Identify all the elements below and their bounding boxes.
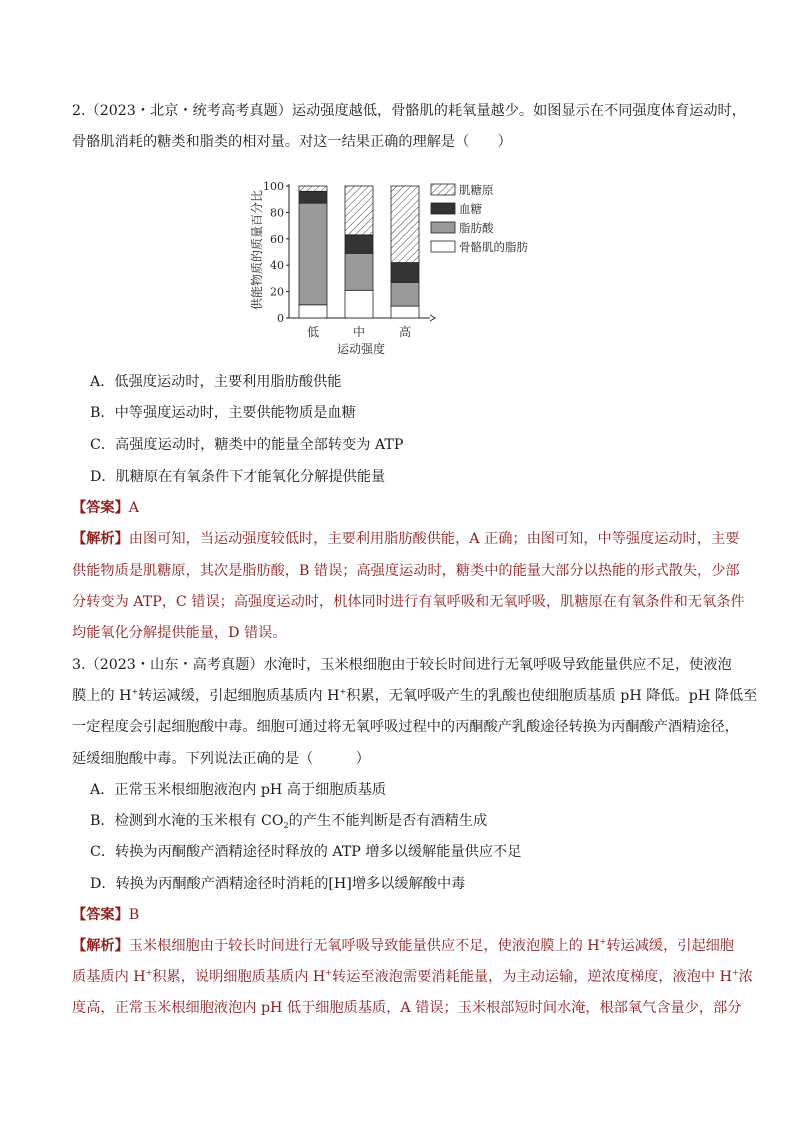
- bar-segment: [345, 290, 373, 318]
- q2-stem-line2: 骨骼肌消耗的糖类和脂类的相对量。对这一结果正确的理解是（ ）: [72, 134, 512, 150]
- superscript-plus: +: [145, 968, 153, 977]
- q2-option-b: B．中等强度运动时，主要供能物质是血糖: [90, 405, 356, 421]
- text-span: 膜上的 H: [72, 688, 132, 704]
- bar-segment: [345, 235, 373, 253]
- q3-option-b: [90, 811, 487, 831]
- analysis-tag: 【解析】: [72, 938, 129, 954]
- bar-segment: [299, 191, 327, 203]
- legend-swatch: [431, 203, 455, 214]
- text-span: B．检测到水淹的玉米根有 CO: [90, 813, 284, 829]
- text-span: 浓: [738, 969, 753, 985]
- x-axis-arrow: [430, 315, 435, 321]
- legend-label: 骨骼肌的脂肪: [459, 240, 528, 254]
- superscript-plus: +: [131, 687, 139, 696]
- chart-ylabel: 供能物质的质量百分比: [250, 189, 264, 311]
- x-tick-label: 低: [306, 325, 320, 339]
- x-tick-label: 高: [398, 325, 412, 339]
- legend-label: 肌糖原: [459, 183, 494, 197]
- bar-segment: [391, 306, 419, 318]
- answer-tag: 【答案】: [72, 500, 129, 516]
- chart-bars: [299, 186, 419, 318]
- q2-analysis-line2: 供能物质是肌糖原，其次是脂肪酸，B 错误；高强度运动时，糖类中的能量大部分以热能的形式散失，少部: [72, 563, 740, 579]
- chart-x-ticks: [307, 324, 411, 339]
- y-tick-label: 0: [277, 312, 284, 325]
- y-tick-label: 20: [270, 285, 284, 299]
- legend-swatch: [431, 222, 455, 233]
- q3-option-c: C．转换为丙酮酸产酒精途径时释放的 ATP 增多以缓解能量供应不足: [90, 844, 522, 860]
- bar-segment: [345, 253, 373, 290]
- text-span: 积累，说明细胞质基质内 H: [152, 969, 326, 985]
- bar-segment: [345, 186, 373, 235]
- legend-swatch: [431, 241, 455, 252]
- bar-segment: [299, 305, 327, 318]
- q2-option-c: C．高强度运动时，糖类中的能量全部转变为 ATP: [90, 437, 404, 453]
- q2-analysis-line1: [72, 529, 739, 549]
- answer-value: B: [128, 907, 140, 923]
- bar-segment: [299, 203, 327, 305]
- q3-stem-line2: [72, 686, 757, 706]
- superscript-plus: +: [325, 968, 332, 977]
- text-span: 转运至液泡需要消耗能量，为主动运输，逆浓度梯度，液泡中 H: [332, 969, 732, 985]
- q3-stem-line4: 延缓细胞酸中毒。下列说法正确的是（ ）: [72, 751, 370, 767]
- y-tick-label: 60: [270, 232, 284, 246]
- legend-swatch: [431, 184, 455, 195]
- y-tick-label: 80: [270, 206, 284, 220]
- q3-analysis-line2: [72, 967, 753, 987]
- q2-analysis-line4: 均能氧化分解提供能量，D 错误。: [72, 625, 287, 641]
- q2-option-a: A．低强度运动时，主要利用脂肪酸供能: [90, 374, 342, 390]
- chart-legend: [431, 183, 528, 254]
- q2-answer: [72, 498, 139, 518]
- x-tick-label: 中: [352, 325, 366, 339]
- energy-stacked-bar-chart: [245, 175, 545, 360]
- text-span: 转运减缓，引起细胞: [606, 938, 735, 954]
- text-span: 玉米根细胞由于较长时间进行无氧呼吸导致能量供应不足，使液泡膜上的 H: [128, 938, 600, 954]
- superscript-plus: +: [599, 937, 607, 946]
- superscript-plus: +: [731, 968, 739, 977]
- q3-option-d: D．转换为丙酮酸产酒精途径时消耗的[H]增多以缓解酸中毒: [90, 876, 466, 892]
- q3-analysis-line1: [72, 936, 734, 956]
- chart-xlabel: 运动强度: [336, 342, 386, 356]
- text-span: 转运减缓，引起细胞质基质内 H: [138, 688, 340, 704]
- text-span: 质基质内 H: [72, 969, 146, 985]
- bar-segment: [391, 282, 419, 306]
- legend-label: 血糖: [459, 202, 482, 216]
- q2-analysis-line3: 分转变为 ATP，C 错误；高强度运动时，机体同时进行有氧呼吸和无氧呼吸，肌糖原在有氧条件和无氧条件: [72, 594, 745, 610]
- answer-value: A: [128, 500, 140, 516]
- q3-stem-line3: 一定程度会引起细胞酸中毒。细胞可通过将无氧呼吸过程中的丙酮酸产乳酸途径转换为丙酮酸产酒精途径，: [72, 719, 739, 735]
- q3-answer: [72, 905, 139, 925]
- subscript-2: 2: [283, 821, 289, 830]
- q3-analysis-line3: 度高，正常玉米根细胞液泡内 pH 低于细胞质基质，A 错误；玉米根部短时间水淹，根部氧气含量少，部分: [72, 1000, 742, 1016]
- bar-segment: [391, 263, 419, 283]
- y-tick-label: 40: [270, 259, 284, 273]
- q3-stem-line1: 3.（2023・山东・高考真题）水淹时，玉米根细胞由于较长时间进行无氧呼吸导致能量供应不足，使液泡: [72, 657, 732, 673]
- analysis-text: 由图可知，当运动强度较低时，主要利用脂肪酸供能，A 正确；由图可知，中等强度运动时，主要: [128, 531, 740, 547]
- legend-label: 脂肪酸: [459, 221, 494, 235]
- y-tick-label: 100: [263, 180, 284, 193]
- bar-segment: [391, 186, 419, 263]
- answer-tag: 【答案】: [72, 907, 129, 923]
- q2-stem-line1: 2.（2023・北京・统考高考真题）运动强度越低，骨骼肌的耗氧量越少。如图显示在不同强度体育运动时，: [72, 103, 746, 119]
- text-span: 的产生不能判断是否有酒精生成: [288, 813, 488, 829]
- bar-segment: [299, 186, 327, 191]
- superscript-plus: +: [339, 687, 347, 696]
- q3-option-a: A．正常玉米根细胞液泡内 pH 高于细胞质基质: [90, 782, 387, 798]
- q2-option-d: D．肌糖原在有氧条件下才能氧化分解提供能量: [90, 469, 386, 485]
- analysis-tag: 【解析】: [72, 531, 129, 547]
- text-span: 积累，无氧呼吸产生的乳酸也使细胞质基质 pH 降低。pH 降低至: [346, 688, 758, 704]
